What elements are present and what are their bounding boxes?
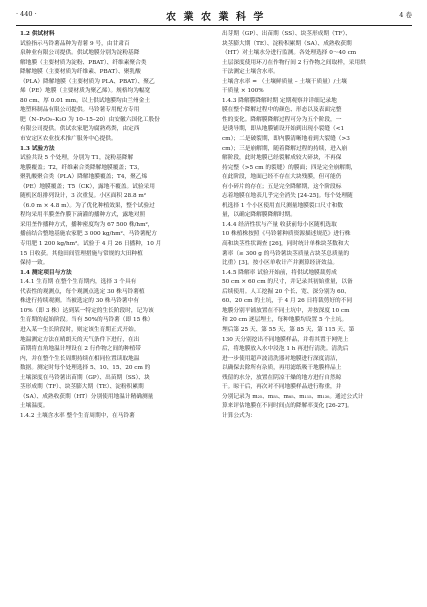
text-line: （PE）地膜覆盖；T5（CK），露地不覆盖。试验采用 [20, 183, 155, 190]
text-line: 降解地膜（主要材质为纤维素、PBAT）、聚乳酸 [20, 69, 141, 76]
text-line: 出芽期（GP）、出苗期（SS）、块茎形成期（TF）、 [222, 31, 352, 37]
text-line: 计算公式为： [222, 412, 257, 419]
text-line: 埋后第 25 天、第 55 天、第 85 天、第 115 天、第 [222, 326, 355, 333]
page-header [16, 8, 412, 24]
text-line: 进入某一生长阶段时，则定该生育期正式开始。 [20, 326, 140, 333]
text-line: 试验共设 5 个处理，分别为 T1，淀粉基降解 [20, 155, 134, 162]
text-line: 代表性的观测点，每个观测点选定 30 株马铃薯植 [20, 288, 145, 295]
text-line: 50 cm × 60 cm 的尺寸，并记录其初始重量，以备 [222, 279, 353, 286]
text-line: 地温测定方法在晴朗天的天气条件下进行，在出 [20, 336, 140, 343]
text-line: 进一步使用超声波清洗器对地膜进行深度清洁， [222, 355, 342, 362]
text-line: （HT）对土壤水分进行监测。各处理选择 0～40 cm [222, 50, 357, 57]
text-line: 和 20 cm 逐层埋土，每种地膜均设置 5 个土坑。 [222, 317, 348, 324]
header-rule [16, 25, 412, 26]
text-line: 量，以确定降解膜降解时期。 [222, 212, 296, 219]
text-line: 地膜分别平铺放置在不同土坑中，并按深度 10 cm [222, 307, 350, 314]
text-line: 持完整（>5 cm 的裂缝）的膜面；四是完全崩解期， [222, 164, 357, 171]
left-column [20, 30, 210, 421]
text-line: 130 天分别挖出不同地膜样品，并将其置于网兜上 [222, 336, 349, 343]
page-number: · 440 · [16, 10, 37, 18]
text-line: 市安定区农业技术推广服务中心提供。 [20, 136, 117, 143]
text-line: 茎形成期（TF）、块茎膨大期（TE）、淀粉积累期 [20, 384, 144, 391]
text-line: 1.4.5 降解率 试验开始前，将供试地膜裁剪成 [222, 269, 337, 276]
text-line: 10%（即 3 株）达到某一特定的生长阶段时，记为该 [20, 307, 154, 314]
text-line: 播前结合整地基施农家肥 3 000 kg/hm²、马铃薯配方 [20, 231, 157, 238]
text-line: 内，并在整个生长周期持续在相同位置读取地温 [20, 355, 140, 362]
text-line: 干质量 × 100% [222, 88, 264, 95]
text-line: 在此阶段，地面已经不存在大块残膜，但可能仍 [222, 174, 342, 181]
text-line: 肥（N–P₂O₅–K₂O 为 10–15–20）由安徽六国化工股份 [20, 116, 160, 123]
text-line: 地膜覆盖；T2，纤维素合类降解地膜覆盖；T3， [20, 164, 143, 171]
text-line: 采用垄作播种方式，播种密度均为 67 500 株/hm²， [20, 221, 154, 228]
text-line: 机选择 1 个小区使用直尺测量地膜裂口尺寸和数 [222, 202, 343, 209]
text-line: 土壤温度。 [20, 403, 49, 410]
text-line: （PLA）降解地膜（主要材质为 PLA、PBAT）、聚乙 [20, 78, 155, 85]
text-line: 后续使用。人工挖掘 20 个长、宽、深分别为 60、 [222, 288, 350, 295]
text-line: 聚乳酸聚合类（PLA）降解地膜覆盖；T4，聚乙烯 [20, 174, 148, 181]
section-heading: 1.2 供试材料 [20, 31, 55, 37]
text-line: 保持一致。 [20, 260, 49, 267]
text-line: 苗期将直角地温计埋设在 2 行作物之间的种植带 [20, 346, 141, 353]
text-line: 是诱导期，即从地膜铺设开始到出现小裂缝（<1 [222, 126, 345, 133]
text-line: 性的变化。降解膜降解过程可分为五个阶段，一 [222, 116, 342, 123]
section-heading: 1.4 测定项目与方法 [20, 269, 72, 276]
section-heading: 1.3 试验方法 [20, 145, 55, 152]
text-line: 1.4.2 土壤含水率 整个生育周期中，在马铃薯 [20, 412, 135, 419]
text-line: 土壤深度在马铃薯出苗期（GP）、出苗期（SS）、块 [20, 374, 150, 381]
text-line: cm）；二是破裂期，即内膜清晰地看到大裂缝（>3 [222, 136, 350, 143]
text-line: 后，将地膜放入水中浸泡 1 h 再进行清洗。清洗后 [222, 346, 349, 353]
text-line: 数据。测定时每个处理选择 5、10、15、20 cm 的 [20, 365, 151, 372]
text-line: 解地膜（主要材质为淀粉、PBAT）、纤维素聚合类 [20, 59, 147, 66]
text-line: 分别记录为 m₂₅、m₅₅、m₈₅、m₁₁₅、m₁₃₀。通过公式计 [222, 393, 364, 400]
text-line: 试验指示马铃薯品种为青薯 9 号，由甘肃百 [20, 40, 130, 47]
text-line: 土层深度使用环刀在作物行间 2 行作物之间取样，采用烘 [222, 59, 366, 66]
text-line: 生育期的起始阶段。当有 50%的马铃薯（即 15 株） [20, 317, 154, 324]
text-line: 有小碎片的存在；五是完全降解期，这个阶段标 [222, 183, 342, 190]
text-line: 10 株植株按照《马铃薯种质资源描述规范》进行株 [222, 231, 351, 238]
right-column [222, 30, 412, 421]
text-line: 土壤含水率 = （土壤鲜质量 – 土壤干质量）/土壤 [222, 78, 347, 85]
text-line: 随机区组排列设计，3 次重复。小区面积 28.8 m² [20, 193, 147, 200]
text-line: 泉种业有限公司提供。供试地膜分别为淀粉基降 [20, 50, 140, 57]
text-line: 块茎膨大期（TE）、淀粉积累期（SA）、成熟收获期 [222, 40, 352, 47]
text-line: 60、20 cm 的土坑，于 4 月 26 日将裁剪好的不同 [222, 298, 353, 305]
text-line: 算来评估地膜在不同时间点的降解率变化 [26-27]。 [222, 403, 353, 410]
text-line: 残留的水分，放置在阴凉干燥的地方进行自然晾 [222, 374, 342, 381]
text-line: 地塑料制品有限公司提供。马铃薯专用配方专用 [20, 107, 140, 114]
text-line: 高和块茎性状调查 [26]，同时统计单株块茎数和大 [222, 241, 350, 248]
text-line: 干法测定土壤含水率。 [222, 69, 279, 76]
text-line: 1.4.4 经济性状与产量 收获前每小区随机选取 [222, 221, 337, 228]
text-line: 15 日收获。其他田间管理措施与常规的大田种植 [20, 250, 143, 257]
text-line: 专用肥 1 200 kg/hm²。试验于 4 月 26 日播种，10 月 [20, 241, 162, 248]
text-line: 薯率（≥ 300 g 的马铃薯块茎质量占块茎总质量的 [222, 250, 350, 257]
text-line: 志着地膜在地表几乎完全消失 [24-25]。每个处理随 [222, 193, 353, 200]
text-line: cm）；三是崩解期，随着降解过程的持续，进入崩 [222, 145, 348, 152]
text-line: 有限公司提供。供试农家肥为腐熟鸡粪，由定西 [20, 126, 140, 133]
text-line: 烯（PE）地膜（主要材质为聚乙烯）。规格均为幅宽 [20, 88, 151, 95]
journal-name: 农 業 农 業 科 学 [166, 12, 266, 23]
text-line: 比重）[3]。按小区单收计产并测算经济效益。 [222, 260, 339, 267]
text-line: 以确保去除所有杂质，再用滤纸吸干地膜样品上 [222, 365, 342, 372]
text-line: （6.0 m × 4.8 m）。为了优化种植效果，整个试验过 [20, 202, 155, 209]
text-line: 株进行持续观测。当被选定的 30 株马铃薯中有 [20, 298, 139, 305]
text-line: 程均采用半膜垄作膜下滴灌的播种方式，露地对照 [20, 212, 146, 219]
text-line: 1.4.3 降解膜降解时期 定期观察并详细记录地 [222, 97, 337, 104]
text-line: 1.4.1 生育期 在整个生育期内，选择 3 个具有 [20, 279, 137, 286]
text-line: （SA）、成熟收获期（HT）分别使用地温计精确测量 [20, 393, 154, 400]
volume-label: 4 卷 [399, 11, 412, 19]
text-line: 膜在整个降解过程中的颜色、形态以及表面完整 [222, 107, 342, 114]
text-line: 80 cm、厚 0.01 mm。以上供试地膜均由兰州金土 [20, 97, 151, 104]
text-line: 干。晾干后，再次对不同地膜样品进行称重，并 [222, 384, 342, 391]
text-line: 解阶段，此时地膜已经裂解成较大碎块，不再保 [222, 155, 342, 162]
